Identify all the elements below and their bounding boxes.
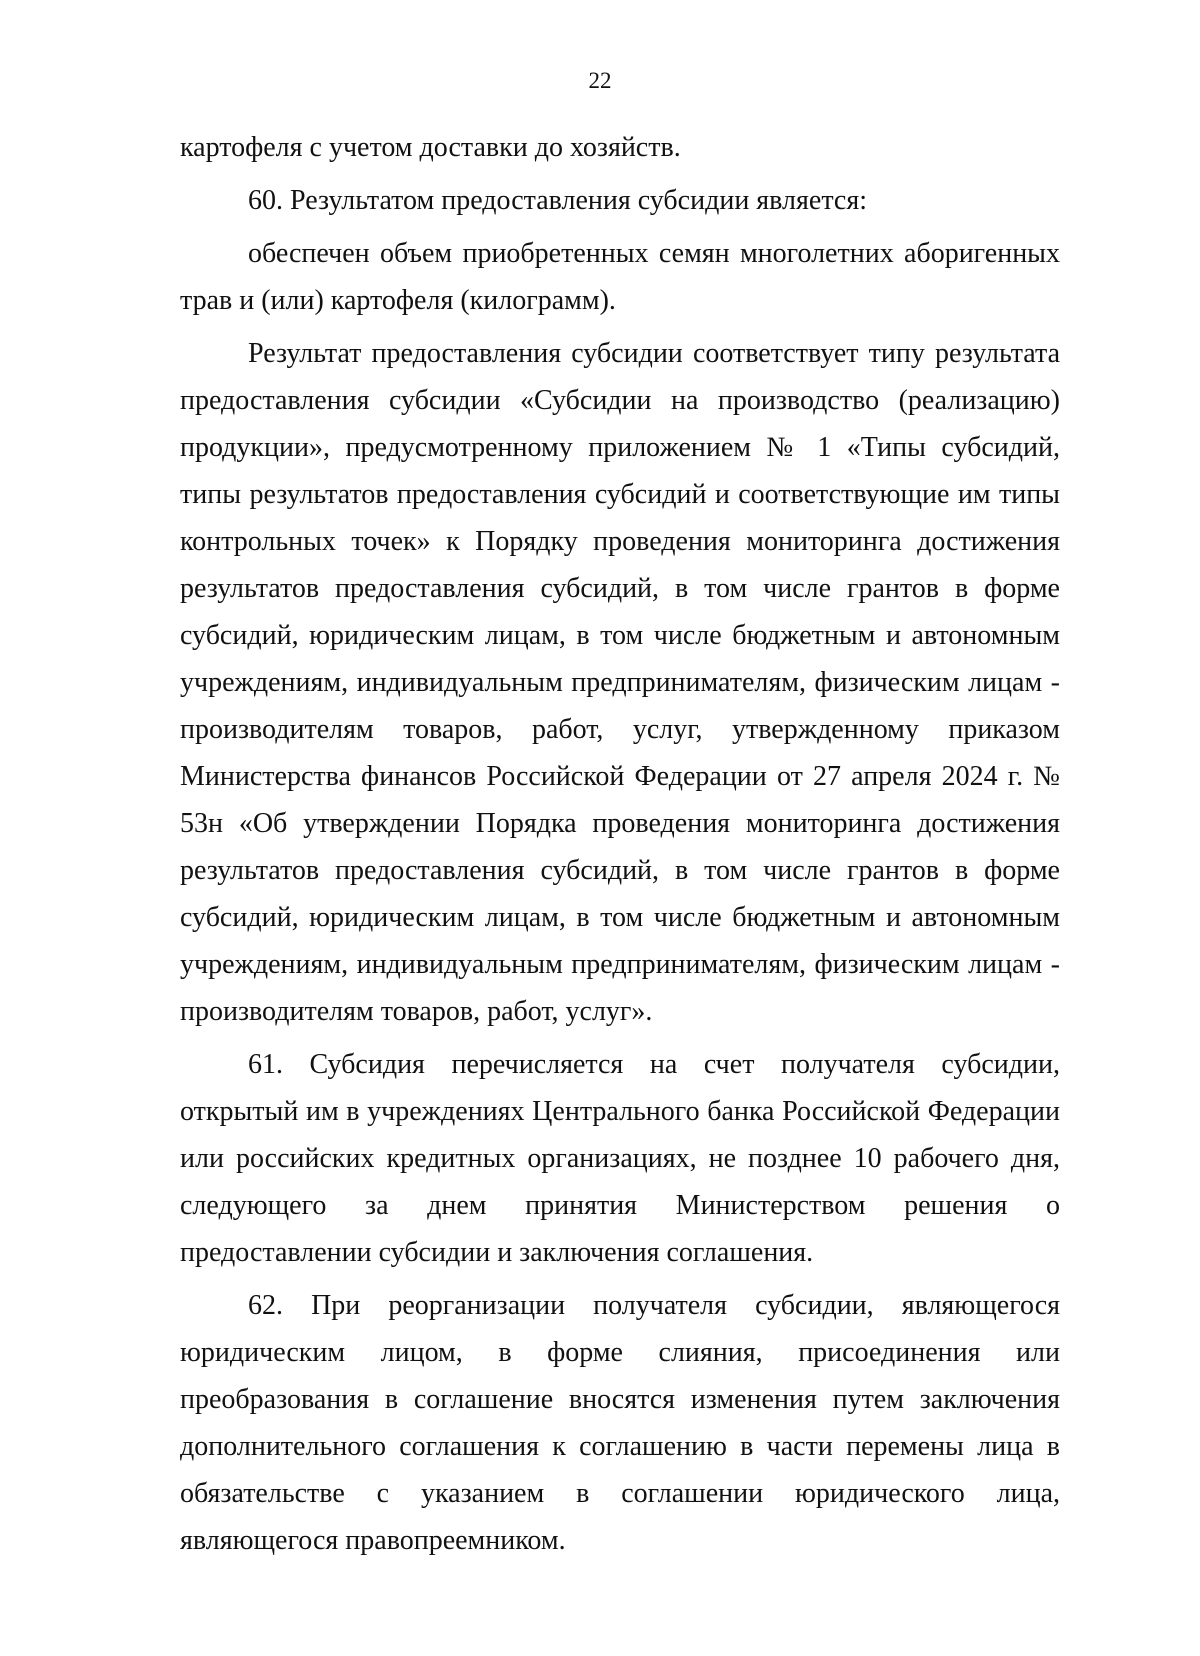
paragraph-result-type: Результат предоставления субсидии соответствует типу результата предоставления субсидии «Субсидии на производство (реализацию) продукции», предусмотренному приложением № 1 «Типы субсидий, типы результатов предоставления субсидий и соответствующие им типы контрольных точек» к Порядку проведения мониторинга достижения результатов предоставления субсидий, в том числе грантов в форме субсидий, юридическим лицам, в том числе бюджетным и автономным учреждениям, индивидуальным предпринимателям, физическим лицам - производителям товаров, работ, услуг, утвержденному приказом Министерства финансов Российской Федерации от 27 апреля 2024 г. № 53н «Об утверждении Порядка проведения мониторинга достижения результатов предоставления субсидий, в том числе грантов в форме субсидий, юридическим лицам, в том числе бюджетным и автономным учреждениям, индивидуальным предпринимателям, физическим лицам - производителям товаров, работ, услуг». [180, 338, 1060, 1027]
paragraph-62: 62. При реорганизации получателя субсидии, являющегося юридическим лицом, в форме слияния, присоединения или преобразования в соглашение вносятся изменения путем заключения дополнительного соглашения к соглашению в части перемены лица в обязательстве с указанием в соглашении юридического лица, являющегося правопреемником. [180, 1290, 1060, 1556]
paragraph-61: 61. Субсидия перечисляется на счет получателя субсидии, открытый им в учреждениях Центрального банка Российской Федерации или российских кредитных организациях, не позднее 10 рабочего дня, следующего за днем принятия Министерством решения о предоставлении субсидии и заключения соглашения. [180, 1049, 1060, 1268]
paragraph-60-result: обеспечен объем приобретенных семян многолетних аборигенных трав и (или) картофеля (килограмм). [180, 238, 1060, 316]
paragraph-60-heading: 60. Результатом предоставления субсидии является: [248, 185, 867, 216]
page-number: 22 [588, 68, 612, 93]
document-body [180, 124, 1060, 1564]
paragraph-continuation: картофеля с учетом доставки до хозяйств. [180, 132, 681, 163]
